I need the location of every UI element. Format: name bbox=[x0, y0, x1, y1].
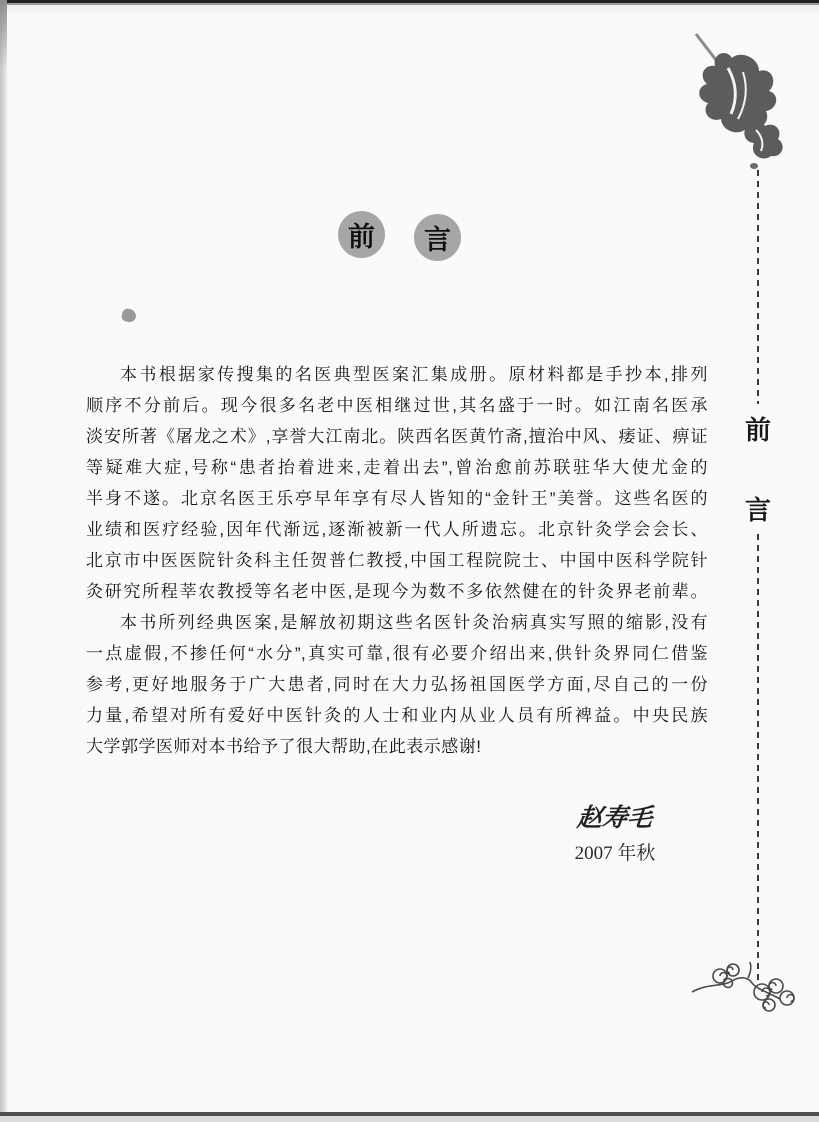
side-label-char-yan: 言 bbox=[744, 495, 771, 525]
phoenix-needle-icon bbox=[688, 30, 784, 172]
text-line: 本书所列经典医案,是解放初期这些名医针灸治病真实写照的缩影,没有 bbox=[120, 613, 708, 632]
signature-date: 2007 年秋 bbox=[574, 843, 656, 864]
title-char-qian: 前 bbox=[348, 222, 375, 252]
scan-edge-left-dark bbox=[0, 0, 7, 70]
text-line: 顺序不分前后。现今很多名老中医相继过世,其名盛于一时。如江南名医承 bbox=[86, 396, 708, 415]
text-line: 淡安所著《屠龙之术》,享誉大江南北。陕西名医黄竹斋,擅治中风、痿证、痹证 bbox=[86, 427, 708, 446]
preface-body bbox=[86, 359, 708, 762]
dashed-rule-top bbox=[757, 170, 759, 404]
title-circle-yan bbox=[414, 214, 461, 261]
text-line: 北京市中医医院针灸科主任贺普仁教授,中国工程院院士、中国中医科学院针 bbox=[86, 551, 708, 570]
ink-smudge bbox=[121, 308, 137, 324]
scan-edge-bottom-haze bbox=[0, 1116, 819, 1122]
title-char-yan: 言 bbox=[424, 225, 451, 255]
author-signature: 赵寿毛 bbox=[575, 803, 654, 832]
text-line: 大学郭学医师对本书给予了很大帮助,在此表示感谢! bbox=[86, 737, 482, 756]
text-line: 一点虚假,不掺任何“水分”,真实可靠,很有必要介绍出来,供针灸界同仁借鉴 bbox=[86, 644, 708, 663]
text-line: 本书根据家传搜集的名医典型医案汇集成册。原材料都是手抄本,排列 bbox=[120, 365, 708, 384]
text-line: 等疑难大症,号称“患者抬着进来,走着出去”,曾治愈前苏联驻华大使尤金的 bbox=[86, 458, 708, 477]
text-line: 参考,更好地服务于广大患者,同时在大力弘扬祖国医学方面,尽自己的一份 bbox=[86, 675, 708, 694]
text-line: 灸研究所程莘农教授等名老中医,是现今为数不多依然健在的针灸界老前辈。 bbox=[86, 582, 708, 601]
text-line: 力量,希望对所有爱好中医针灸的人士和业内从业人员有所裨益。中央民族 bbox=[86, 706, 708, 725]
cloud-motif-icon bbox=[690, 956, 810, 1020]
dashed-rule-bottom bbox=[757, 534, 759, 984]
scan-edge-top-haze bbox=[0, 5, 819, 15]
text-line: 半身不遂。北京名医王乐亭早年享有尽人皆知的“金针王”美誉。这些名医的 bbox=[86, 489, 708, 508]
text-line: 业绩和医疗经验,因年代渐远,逐渐被新一代人所遗忘。北京针灸学会会长、 bbox=[86, 520, 708, 539]
title-circle-qian bbox=[338, 211, 385, 258]
scan-edge-left bbox=[0, 0, 7, 1122]
side-label-char-qian: 前 bbox=[744, 415, 771, 445]
